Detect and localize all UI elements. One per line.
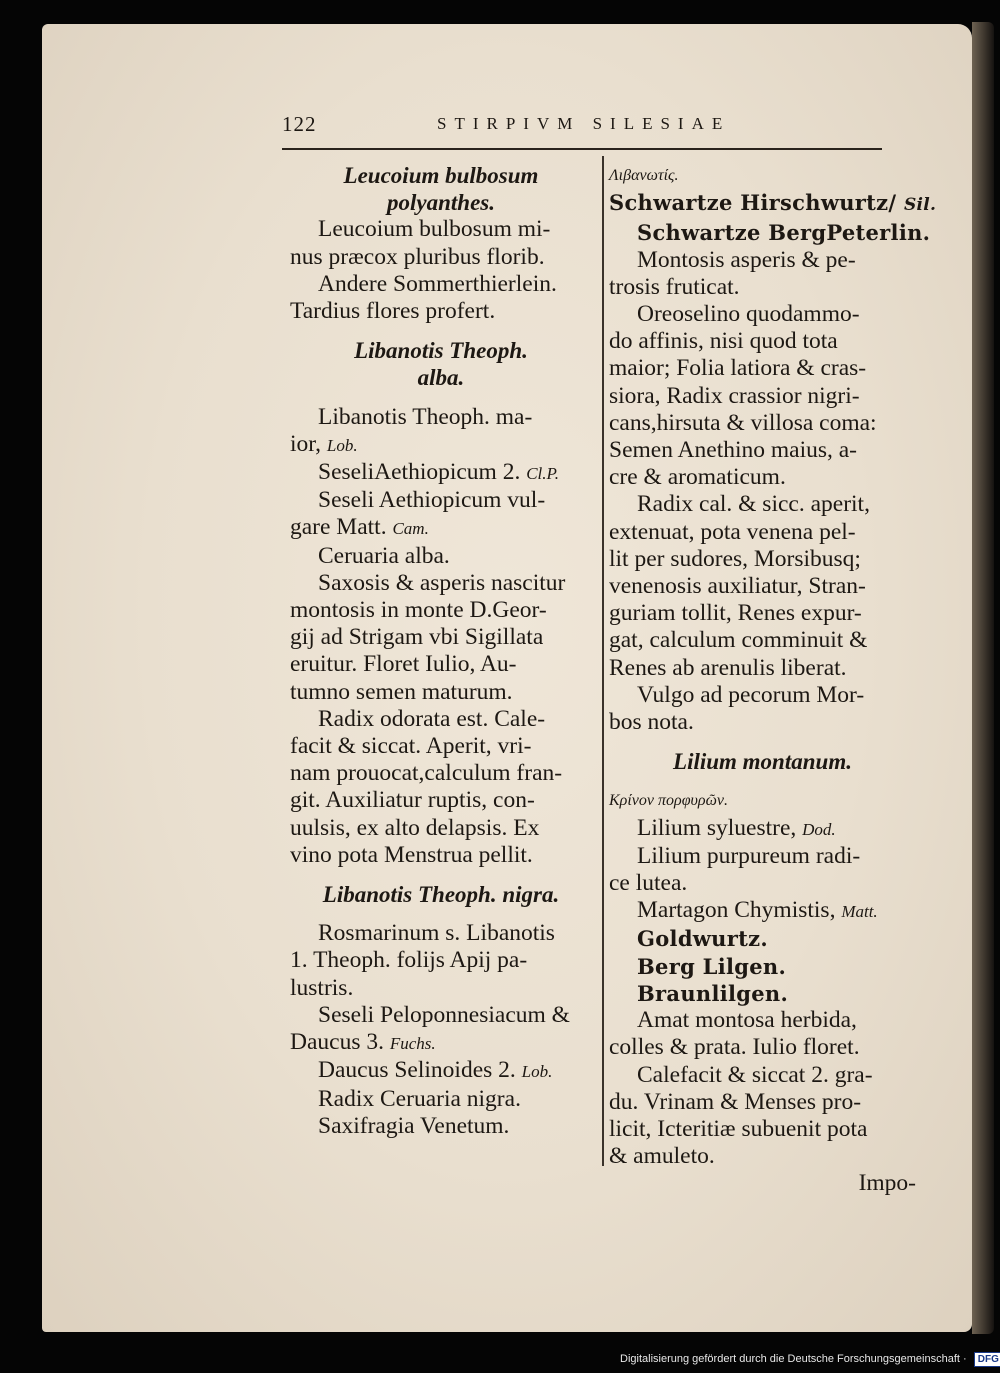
text-line [290, 459, 592, 487]
line-text: do affinis, nisi quod tota [609, 328, 838, 355]
line-text: extenuat, pota venena pel- [609, 518, 856, 545]
text-line [290, 815, 592, 842]
text-line [609, 1089, 916, 1116]
line-text: Saxifragia Venetum. [318, 1112, 510, 1139]
line-text: Lilium montanum. [673, 749, 852, 775]
entry-heading [609, 748, 916, 775]
line-text: guriam tollit, Renes expur- [609, 600, 862, 627]
line-text: Leucoium bulbosum mi- [318, 216, 551, 243]
line-text: Libanotis Theoph. [354, 338, 528, 364]
footer-credit-text: Digitalisierung gefördert durch die Deutsche Forschungsgemeinschaft [620, 1353, 960, 1365]
line-text: montosis in monte D.Geor- [290, 597, 547, 624]
line-text: Leucoium bulbosum [343, 163, 539, 188]
line-text: bos nota. [609, 709, 694, 736]
text-line [609, 1143, 916, 1170]
text-line [609, 1116, 916, 1143]
text-line [290, 271, 592, 298]
line-text: Braunlilgen. [637, 980, 789, 1006]
text-line [290, 597, 592, 624]
spacer [609, 736, 916, 748]
spacer [609, 775, 916, 787]
german-name [609, 219, 931, 246]
line-text: Schwartze BergPeterlin. [637, 220, 931, 246]
text-line [609, 815, 916, 843]
text-line [290, 760, 592, 787]
text-line [290, 651, 592, 678]
source-abbreviation: Cl.P. [526, 464, 559, 484]
source-abbreviation: Dod. [802, 819, 836, 839]
text-line [609, 655, 916, 682]
text-line [290, 543, 592, 570]
line-text: ce lutea. [609, 870, 688, 897]
german-name [609, 925, 916, 952]
line-text: nus præcox pluribus florib. [290, 243, 545, 270]
text-line [290, 404, 592, 431]
line-text: nam prouocat,calculum fran- [290, 760, 563, 787]
page-number: 122 [282, 112, 317, 136]
line-text: colles & prata. Iulio floret. [609, 1034, 860, 1061]
text-line [290, 679, 592, 706]
source-abbreviation: Matt. [841, 902, 878, 922]
text-line [290, 570, 592, 597]
text-line [609, 247, 916, 274]
line-text: venenosis auxiliatur, Stran- [609, 573, 866, 600]
line-text: alba. [417, 365, 465, 391]
line-text: Martagon Chymistis, [637, 897, 836, 924]
text-line [290, 842, 592, 869]
entry-heading [290, 364, 592, 391]
line-text: gij ad Strigam vbi Sigillata [290, 624, 544, 651]
line-text: vino pota Menstrua pellit. [290, 841, 533, 868]
line-text: Radix cal. & sicc. aperit, [637, 491, 870, 518]
line-text: eruitur. Floret Iulio, Au- [290, 651, 517, 678]
line-text: trosis fruticat. [609, 273, 740, 300]
line-text: Seseli Aethiopicum vul- [318, 487, 546, 514]
text-line [609, 437, 916, 464]
text-line [609, 682, 916, 709]
line-text: Calefacit & siccat 2. gra- [637, 1061, 873, 1088]
line-text: Κρίνον πορφυρῶν. [609, 792, 728, 810]
text-line [290, 1113, 592, 1140]
line-text: 1. Theoph. folijs Apij pa- [290, 947, 528, 974]
line-text: Daucus Selinoides 2. [318, 1057, 516, 1084]
line-text: Radix odorata est. Cale- [318, 705, 546, 732]
line-text: SeseliAethiopicum 2. [318, 459, 521, 486]
left-column [290, 162, 592, 1140]
line-text: Ceruaria alba. [318, 542, 450, 569]
text-line [290, 947, 592, 974]
text-line [290, 244, 592, 271]
text-line [609, 897, 916, 925]
line-text: uulsis, ex alto delapsis. Ex [290, 814, 540, 841]
line-text: licit, Icteritiæ subuenit pota [609, 1115, 868, 1142]
source-abbreviation: Cam. [392, 519, 429, 539]
text-line [290, 1057, 592, 1085]
german-name [609, 980, 916, 1007]
dfg-logo: DFG [974, 1352, 1000, 1367]
line-text: maior; Folia latiora & cras- [609, 355, 867, 382]
spacer [290, 908, 592, 920]
text-line [609, 1034, 916, 1061]
text-line [609, 328, 916, 355]
spacer [290, 869, 592, 881]
text-line [609, 600, 916, 627]
spacer [290, 325, 592, 337]
page-header [42, 108, 972, 148]
source-abbreviation: Fuchs. [389, 1034, 436, 1054]
line-text: cans,hirsuta & villosa coma: [609, 409, 877, 436]
spacer [290, 392, 592, 404]
text-line [290, 975, 592, 1002]
line-text: Tardius flores profert. [290, 298, 496, 325]
line-text: git. Auxiliatur ruptis, con- [290, 787, 535, 814]
line-text: du. Vrinam & Menses pro- [609, 1088, 862, 1115]
text-line [609, 301, 916, 328]
text-line [609, 1062, 916, 1089]
line-text: Schwartze Hirschwurtz/ [609, 190, 897, 216]
entry-heading [290, 337, 592, 364]
line-text: Montosis asperis & pe- [637, 246, 856, 273]
line-text: Radix Ceruaria nigra. [318, 1085, 521, 1112]
text-line [609, 464, 916, 491]
text-line [609, 519, 916, 546]
text-line [609, 546, 916, 573]
source-abbreviation: Sil. [903, 195, 937, 216]
text-line [290, 787, 592, 814]
text-line [609, 870, 916, 897]
line-text: Lilium purpureum radi- [637, 842, 861, 869]
line-text: lit per sudores, Morsibusq; [609, 545, 861, 572]
text-line [290, 216, 592, 243]
line-text: ior, [290, 430, 322, 457]
text-line [609, 1007, 916, 1034]
line-text: Lilium syluestre, [637, 814, 797, 841]
text-line [290, 1029, 592, 1057]
text-line [290, 920, 592, 947]
line-text: & amuleto. [609, 1143, 715, 1170]
text-line [290, 1002, 592, 1029]
line-text: Libanotis Theoph. ma- [318, 403, 533, 430]
german-name [609, 953, 916, 980]
line-text: cre & aromaticum. [609, 464, 786, 491]
line-text: Renes ab arenulis liberat. [609, 654, 847, 681]
line-text: tumno semen maturum. [290, 678, 513, 705]
line-text: Goldwurtz. [637, 926, 768, 952]
line-text: Libanotis Theoph. nigra. [322, 882, 560, 908]
text-line [290, 431, 592, 459]
line-text: gare Matt. [290, 514, 387, 541]
entry-heading [290, 162, 592, 189]
line-text: Daucus 3. [290, 1029, 384, 1056]
book-edge [972, 22, 994, 1334]
line-text: siora, Radix crassior nigri- [609, 382, 860, 409]
footer-credit: Digitalisierung gefördert durch die Deutsche Forschungsgemeinschaft · DFG [620, 1352, 1000, 1367]
text-line [290, 733, 592, 760]
entry-heading [290, 881, 592, 908]
text-line [290, 514, 592, 542]
book-page [42, 24, 972, 1332]
text-line [290, 298, 592, 325]
line-text: Seseli Peloponnesiacum & [318, 1001, 570, 1028]
text-line [609, 383, 916, 410]
source-abbreviation: Lob. [326, 435, 358, 455]
greek-name [609, 162, 916, 189]
line-text: Rosmarinum s. Libanotis [318, 920, 555, 947]
column-divider [602, 156, 604, 1166]
line-text: polyanthes. [387, 190, 495, 216]
line-text: Λιβανωτίς. [609, 167, 679, 184]
text-line [609, 627, 916, 654]
header-rule [282, 148, 882, 150]
line-text: Oreoselino quodammo- [637, 301, 860, 328]
line-text: Berg Lilgen. [637, 953, 787, 979]
line-text: gat, calculum comminuit & [609, 627, 868, 654]
text-line [290, 706, 592, 733]
text-line [609, 274, 916, 301]
text-line [290, 624, 592, 651]
catchword [609, 1170, 916, 1197]
text-line [609, 410, 916, 437]
text-line [290, 487, 592, 514]
text-line [609, 355, 916, 382]
line-text: Andere Sommerthierlein. [318, 270, 557, 297]
text-line [609, 843, 916, 870]
line-text: facit & siccat. Aperit, vri- [290, 733, 532, 760]
source-abbreviation: Lob. [521, 1062, 553, 1082]
text-line [609, 491, 916, 518]
text-line [290, 1086, 592, 1113]
line-text: Impo- [858, 1170, 916, 1197]
line-text: Amat montosa herbida, [637, 1007, 857, 1034]
right-column [609, 162, 937, 1198]
line-text: lustris. [290, 974, 354, 1001]
line-text: Semen Anethino maius, a- [609, 437, 858, 464]
greek-name [609, 787, 916, 814]
text-line [609, 709, 916, 736]
line-text: Vulgo ad pecorum Mor- [637, 681, 865, 708]
text-line [609, 573, 916, 600]
running-head: STIRPIVM SILESIAE [437, 114, 731, 133]
entry-heading [290, 189, 592, 216]
german-name [609, 189, 937, 219]
line-text: Saxosis & asperis nascitur [318, 569, 566, 596]
